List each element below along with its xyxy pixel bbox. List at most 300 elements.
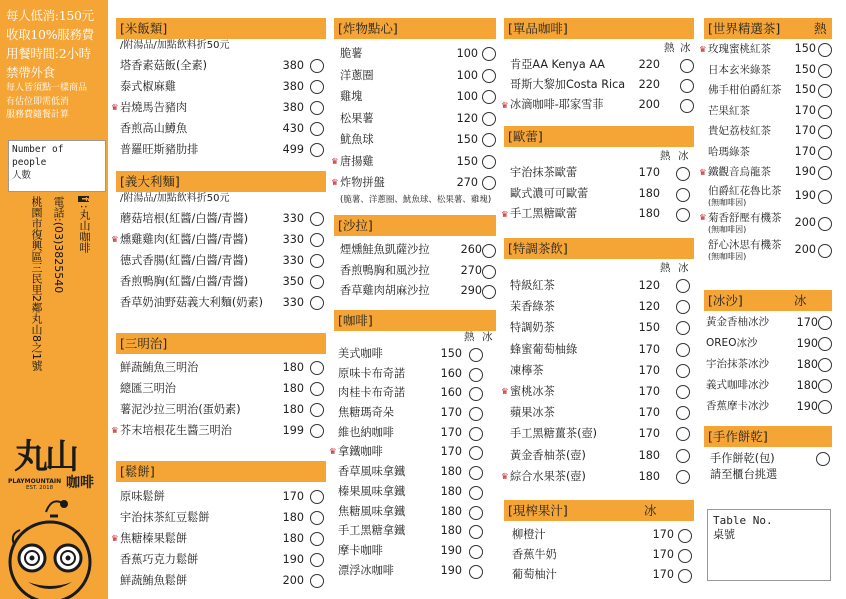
item-price: 150 [794,42,816,55]
order-checkbox[interactable] [310,403,324,417]
au-lait-title: [歐蕾] [508,129,543,144]
item-name: 鮮蔬鮪魚三明治 [120,361,199,374]
order-checkbox[interactable] [310,511,324,525]
salad-section [334,215,496,302]
item-name: 綜合水果茶(壺) [510,469,586,483]
menu-item [111,420,326,441]
item-price: 190 [796,400,818,413]
item-name: 漂浮冰咖啡 [338,563,394,577]
item-price: 170 [796,316,818,329]
order-checkbox[interactable] [310,101,324,115]
item-price: 150 [440,347,462,360]
item-price: 200 [638,98,660,111]
item-price: 190 [794,188,816,202]
order-checkbox[interactable] [310,490,324,504]
order-checkbox[interactable] [678,569,692,583]
item-price: 180 [282,511,304,524]
order-checkbox[interactable] [676,427,690,441]
table-box-label-en: Table No. [713,514,773,527]
item-price: 330 [282,212,304,225]
tea-hot-label: 熱 [660,262,671,274]
item-price: 120 [638,279,660,292]
order-checkbox[interactable] [310,59,324,73]
item-name: 蜜桃冰茶 [510,384,555,398]
order-checkbox[interactable] [310,574,324,588]
item-name: 貴妃荔枝紅茶 [708,125,771,137]
crown-icon: ♛ [111,235,119,245]
order-checkbox[interactable] [678,529,692,543]
house-rules [6,6,106,123]
fried-title: [炸物點心] [338,21,398,36]
item-price: 150 [638,321,660,335]
item-price: 200 [794,215,816,229]
menu-item [334,108,496,130]
order-checkbox[interactable] [469,506,483,520]
au-lait-ice-label: 冰 [678,150,689,162]
single-hot-label: 熱 [664,42,675,54]
item-name: 魷魚球 [340,133,374,146]
order-checkbox[interactable] [482,47,496,61]
menu-item [334,364,496,384]
sandwich-section [111,333,326,441]
item-name: 芥末培根花生醬三明治 [120,424,232,437]
item-price: 180 [282,361,304,374]
item-price: 330 [282,233,304,246]
waffle-title: [鬆餅] [120,464,155,479]
menu-item [504,525,694,545]
pasta-title: [義大利麵] [120,174,180,189]
single-origin-section [501,18,694,115]
item-price: 220 [638,58,660,71]
menu-item [334,521,496,541]
cookie-line-1: 手作餅乾(包) [710,452,775,465]
menu-item [116,118,326,139]
order-checkbox[interactable] [482,112,496,126]
order-checkbox[interactable] [818,400,832,414]
item-price: 260 [460,243,482,256]
order-checkbox[interactable] [680,79,694,93]
menu-item [504,423,694,444]
item-name: 哥斯大黎加Costa Rica [510,78,626,91]
order-checkbox[interactable] [482,285,496,299]
menu-item [504,296,694,317]
coffee-col-header [334,331,496,344]
item-price: 120 [456,111,478,125]
order-checkbox[interactable] [818,166,832,180]
item-price: 180 [282,532,304,545]
rice-header [116,18,326,39]
item-price: 150 [456,133,478,146]
single-origin-header [504,18,694,39]
mascot-icon [6,494,102,599]
order-checkbox[interactable] [469,387,483,401]
item-name: 原味鬆餅 [120,490,165,503]
menu-item [116,139,326,160]
menu-item [704,121,832,142]
order-checkbox[interactable] [482,90,496,104]
item-name: 維也納咖啡 [338,425,394,439]
menu-item [334,423,496,443]
item-name: 佛手柑伯爵紅茶 [708,84,782,96]
order-checkbox[interactable] [482,244,496,258]
smoothie-title: [冰沙] [708,293,743,308]
menu-item [504,360,694,381]
menu-item [111,528,326,549]
item-price: 330 [282,254,304,267]
menu-item [704,396,832,417]
waffle-header [116,461,326,482]
order-checkbox[interactable] [310,275,324,289]
menu-item [116,292,326,313]
item-name: 德式香腸(紅醬/白醬/青醬) [120,254,249,267]
menu-item [704,80,832,101]
rice-title: [米飯類] [120,21,168,36]
order-checkbox[interactable] [676,188,690,202]
item-name: 脆薯 [340,47,363,60]
menu-item [504,75,694,95]
item-price: 180 [638,207,660,220]
item-price: 170 [652,548,674,561]
item-name: 哈瑪綠茶 [708,145,750,158]
order-checkbox[interactable] [310,424,324,438]
order-checkbox[interactable] [676,300,690,314]
crown-icon: ♛ [501,210,509,220]
item-price: 170 [440,406,462,420]
menu-item [704,101,832,122]
item-name: 舒心沐思有機茶 [708,238,782,251]
item-price: 170 [638,166,660,179]
menu-item [334,65,496,87]
order-checkbox[interactable] [310,254,324,268]
item-price: 190 [796,337,818,350]
item-price: 100 [456,68,478,82]
logo-established: EST. 2018 [26,485,54,491]
order-checkbox[interactable] [310,382,324,396]
item-name: 岩燒馬告豬肉 [120,101,188,114]
table-box-label-zh: 桌號 [713,528,735,541]
pasta-section [111,171,326,313]
menu-item [334,502,496,522]
menu-item [704,183,832,210]
order-checkbox[interactable] [676,279,690,293]
item-subnote: (無咖啡因) [708,251,747,261]
smoothie-ice-label: 冰 [794,293,807,308]
order-checkbox[interactable] [469,525,483,539]
item-name: 特級紅茶 [510,279,555,292]
item-name: 特調奶茶 [510,321,555,335]
item-name: 伯爵紅花魯比茶 [708,184,782,197]
order-checkbox[interactable] [469,486,483,500]
menu-item [504,163,694,184]
item-name: 唐揚雞 [340,154,374,168]
menu-item [334,344,496,364]
salad-header [334,215,496,236]
menu-item [111,97,326,118]
item-name: 肉桂卡布奇諾 [338,386,406,400]
item-price: 170 [638,406,660,420]
item-price: 180 [796,379,818,392]
item-name: 宇治抹茶冰沙 [706,358,769,370]
address: 桃園市復興區三民里2鄰丸山8之1號 [30,196,43,371]
order-checkbox[interactable] [818,244,832,258]
au-lait-col-header [504,150,694,163]
menu-item [116,570,326,591]
order-checkbox[interactable] [469,348,483,362]
order-checkbox[interactable] [818,43,832,57]
item-name: 黃金香柚茶(壺) [510,448,586,462]
order-checkbox[interactable] [818,358,832,372]
order-checkbox[interactable] [818,190,832,204]
order-checkbox[interactable] [676,406,690,420]
order-checkbox[interactable] [676,167,690,181]
item-name: 香草風味拿鐵 [338,465,406,479]
crown-icon: ♛ [699,45,707,55]
juice-title: [現榨果汁] [508,503,568,518]
item-price: 380 [282,59,304,72]
facebook-name: :丸山咖啡 [78,204,91,253]
menu-item [504,402,694,423]
item-price: 150 [794,83,816,96]
world-tea-hot-label: 熱 [814,21,827,36]
order-checkbox[interactable] [482,176,496,190]
menu-item [116,486,326,507]
item-price: 150 [794,62,816,76]
item-subnote: (無咖啡因) [708,197,747,207]
cookie-header [704,426,832,447]
order-checkbox[interactable] [469,427,483,441]
item-price: 170 [440,425,462,439]
crown-icon: ♛ [111,534,119,544]
item-name: OREO冰沙 [706,337,758,349]
item-price: 170 [652,568,674,581]
item-name: 香煎鴨胸和風沙拉 [340,263,430,277]
item-name: 鐵觀音烏龍茶 [708,166,771,178]
rule-note-3: 服務費隨餐計算 [6,110,70,120]
smoothie-section [704,290,832,417]
item-price: 180 [440,465,462,479]
order-checkbox[interactable] [676,470,690,484]
menu-item [699,39,832,60]
juice-header [504,500,694,521]
menu-item [501,466,694,487]
item-name: 洋蔥圈 [340,68,374,82]
crown-icon: ♛ [111,426,119,436]
item-name: 薯泥沙拉三明治(蛋奶素) [120,403,241,416]
item-name: 手工黑糖拿鐵 [338,524,406,538]
order-checkbox[interactable] [469,466,483,480]
order-checkbox[interactable] [310,143,324,157]
order-checkbox[interactable] [310,361,324,375]
item-name: 總匯三明治 [120,382,176,395]
juice-ice-label: 冰 [644,503,657,518]
item-price: 170 [638,342,660,356]
item-price: 190 [282,553,304,566]
rice-section [111,18,326,160]
item-price: 180 [638,448,660,462]
item-price: 190 [794,165,816,178]
item-price: 170 [794,144,816,158]
order-checkbox[interactable] [818,337,832,351]
item-price: 120 [638,300,660,314]
item-name: 菊香舒壓有機茶 [708,211,782,224]
single-origin-title: [單品咖啡] [508,21,568,36]
world-tea-title: [世界精選茶] [708,21,781,36]
au-lait-hot-label: 熱 [660,150,671,162]
item-price: 180 [282,403,304,416]
item-name: 摩卡咖啡 [338,543,383,557]
item-price: 160 [440,366,462,380]
order-checkbox[interactable] [676,343,690,357]
rule-service-fee: 收取10%服務費 [6,27,94,42]
item-name: 冰滴咖啡-耶家雪菲 [510,98,604,111]
menu-item [334,86,496,108]
order-checkbox[interactable] [676,321,690,335]
world-tea-section [699,18,832,264]
menu-item [334,383,496,403]
order-checkbox[interactable] [818,105,832,119]
order-checkbox[interactable] [469,545,483,559]
menu-item [334,240,496,261]
menu-item [116,76,326,97]
menu-item [111,229,326,250]
order-checkbox[interactable] [310,212,324,226]
item-name: 燻雞雞肉(紅醬/白醬/青醬) [120,233,249,246]
item-price: 150 [456,154,478,168]
menu-item [116,507,326,528]
order-checkbox[interactable] [818,84,832,98]
order-checkbox[interactable] [818,217,832,231]
crown-icon: ♛ [501,386,509,397]
table-number-box[interactable] [707,509,831,581]
order-checkbox[interactable] [818,316,832,330]
item-name: 葡萄柚汁 [512,568,557,581]
order-checkbox[interactable] [310,233,324,247]
item-price: 350 [282,275,304,288]
order-checkbox[interactable] [676,385,690,399]
order-checkbox[interactable] [469,446,483,460]
item-price: 170 [652,528,674,541]
item-price: 160 [440,386,462,400]
order-checkbox[interactable] [310,553,324,567]
item-name: 煙燻鮭魚凱薩沙拉 [340,243,430,256]
item-name: 泰式椒麻雞 [120,80,176,93]
crown-icon: ♛ [699,168,707,178]
crown-icon: ♛ [331,156,339,167]
menu-item [501,381,694,402]
item-price: 170 [638,363,660,377]
cookie-title: [手作餅乾] [708,429,768,444]
crown-icon: ♛ [331,178,339,188]
menu-item [504,275,694,296]
order-checkbox[interactable] [818,125,832,139]
item-name: 榛果風味拿鐵 [338,484,406,498]
order-checkbox[interactable] [482,69,496,83]
order-checkbox[interactable] [469,565,483,579]
item-price: 170 [440,445,462,459]
item-name: 芒果紅茶 [708,104,750,117]
au-lait-section [501,126,694,225]
item-name: 鮮蔬鮪魚鬆餅 [120,574,188,587]
menu-item [116,250,326,271]
order-checkbox[interactable] [482,133,496,147]
menu-item [116,378,326,399]
phone-number: 電話:(03)3825540 [52,196,65,294]
item-name: 塔香素菇飯(全素) [120,59,208,72]
order-checkbox[interactable] [818,379,832,393]
special-tea-header [504,238,694,259]
order-checkbox[interactable] [676,364,690,378]
rule-note-2: 有估位即需低消 [6,96,70,107]
single-ice-label: 冰 [680,42,691,54]
cookie-checkbox[interactable] [816,452,830,466]
order-checkbox[interactable] [676,449,690,463]
menu-item [334,403,496,423]
item-price: 190 [440,543,462,557]
order-checkbox[interactable] [482,155,496,169]
item-name: 宇治抹茶紅豆鬆餅 [120,511,210,524]
item-price: 270 [460,263,482,277]
order-checkbox[interactable] [680,59,694,73]
item-price: 270 [456,176,478,189]
menu-item [116,271,326,292]
menu-item [504,565,694,585]
item-name: 香草奶油野菇義大利麵(奶素) [120,296,263,309]
order-checkbox[interactable] [676,208,690,222]
cookie-note-row [704,467,832,483]
people-count-box[interactable] [8,140,106,192]
facebook-line [78,196,91,253]
menu-item [334,261,496,282]
order-checkbox[interactable] [678,549,692,563]
item-price: 380 [282,80,304,93]
menu-item [334,482,496,502]
smoothie-header [704,290,832,311]
order-checkbox[interactable] [469,368,483,382]
order-checkbox[interactable] [818,146,832,160]
item-price: 200 [794,242,816,256]
contact-info [22,196,100,426]
coffee-header [334,310,496,331]
order-checkbox[interactable] [310,296,324,310]
item-price: 180 [282,382,304,395]
menu-item [334,43,496,65]
order-checkbox[interactable] [310,122,324,136]
item-price: 290 [460,284,482,297]
item-name: 香煎高山鱒魚 [120,122,188,135]
order-checkbox[interactable] [818,64,832,78]
crown-icon: ♛ [111,103,119,113]
menu-item [116,357,326,378]
coffee-section [329,310,496,580]
menu-item [504,55,694,75]
order-checkbox[interactable] [469,407,483,421]
logo-coffee: 咖啡 [66,475,94,491]
order-checkbox[interactable] [482,265,496,279]
menu-item [704,375,832,396]
item-price: 100 [456,90,478,103]
item-name: 普羅旺斯豬肋排 [120,143,199,156]
menu-item [501,95,694,115]
item-name: 焦糖瑪奇朵 [338,406,394,420]
menu-item [704,333,832,354]
item-price: 190 [440,563,462,577]
order-checkbox[interactable] [310,80,324,94]
item-name: 黃金香柚冰沙 [706,316,769,328]
item-price: 199 [282,424,304,437]
order-checkbox[interactable] [680,99,694,113]
special-tea-section [501,238,694,487]
order-checkbox[interactable] [310,532,324,546]
